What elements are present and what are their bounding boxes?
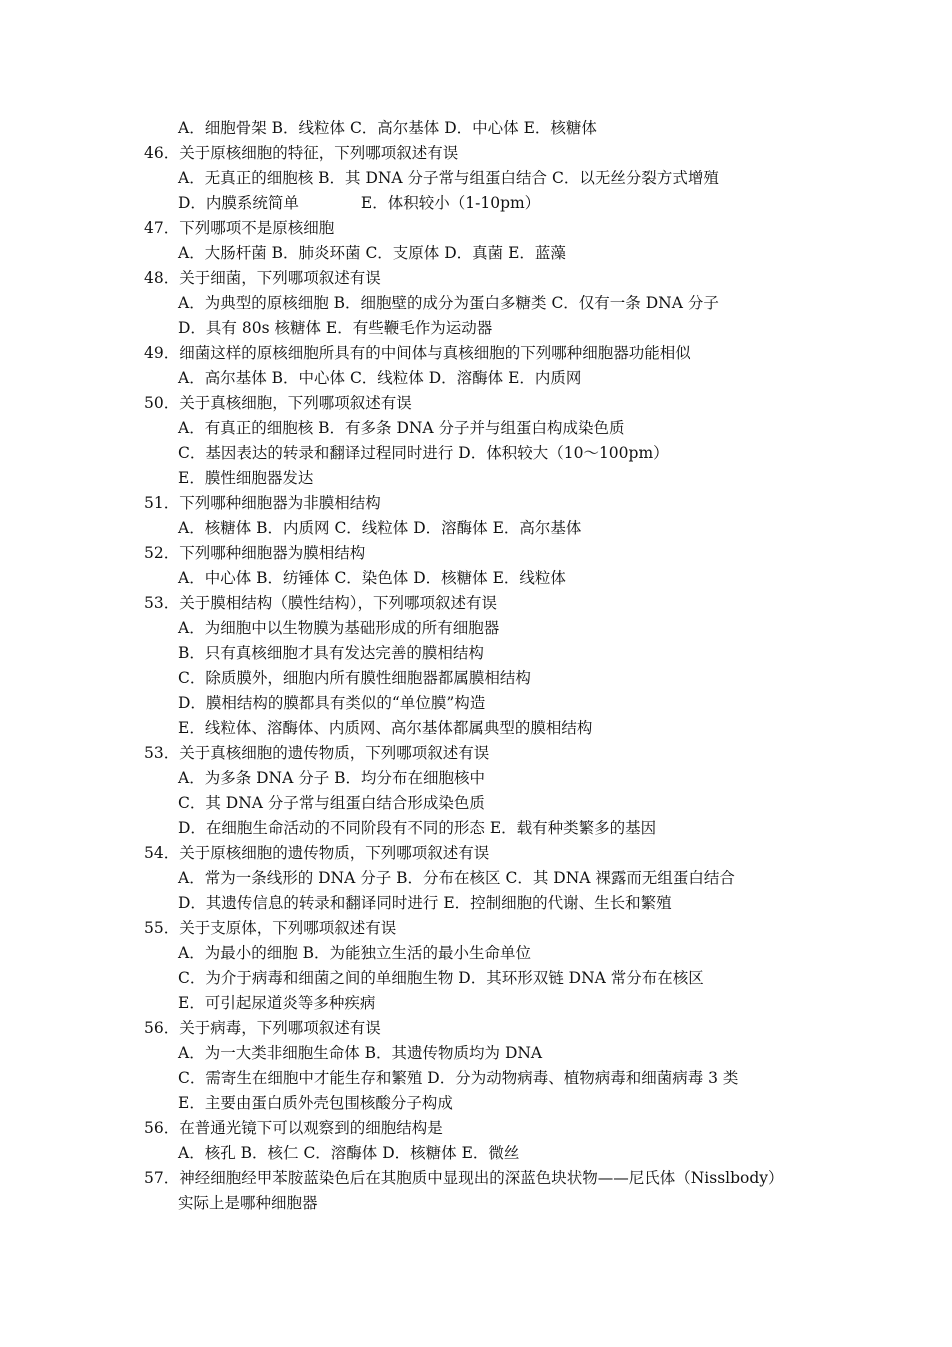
answer-options: D．内膜系统简单 E．体积较小（1-10pm） [178,194,541,212]
question-stem: 53．关于真核细胞的遗传物质，下列哪项叙述有误 [144,744,490,762]
answer-options: C．除质膜外，细胞内所有膜性细胞器都属膜相结构 [178,669,531,687]
answer-options: 实际上是哪种细胞器 [178,1194,318,1212]
answer-options: C．其 DNA 分子常与组蛋白结合形成染色质 [178,794,485,812]
answer-options: A．核孔 B．核仁 C．溶酶体 D．核糖体 E．微丝 [178,1144,520,1162]
question-stem: 48．关于细菌，下列哪项叙述有误 [144,269,381,287]
question-stem: 51．下列哪种细胞器为非膜相结构 [144,494,381,512]
answer-options: E．线粒体、溶酶体、内质网、高尔基体都属典型的膜相结构 [178,719,593,737]
question-stem: 56．在普通光镜下可以观察到的细胞结构是 [144,1119,443,1137]
question-stem: 55．关于支原体，下列哪项叙述有误 [144,919,397,937]
answer-options: D．具有 80s 核糖体 E．有些鞭毛作为运动器 [178,319,493,337]
answer-options: A．细胞骨架 B．线粒体 C．高尔基体 D．中心体 E．核糖体 [178,119,597,137]
answer-options: A．为一大类非细胞生命体 B．其遗传物质均为 DNA [178,1044,543,1062]
answer-options: A．中心体 B．纺锤体 C．染色体 D．核糖体 E．线粒体 [178,569,566,587]
answer-options: C．需寄生在细胞中才能生存和繁殖 D．分为动物病毒、植物病毒和细菌病毒 3 类 [178,1069,739,1087]
answer-options: A．为最小的细胞 B．为能独立生活的最小生命单位 [178,944,532,962]
answer-options: E．主要由蛋白质外壳包围核酸分子构成 [178,1094,453,1112]
answer-options: A．为多条 DNA 分子 B．均分布在细胞核中 [178,769,486,787]
question-list [144,116,844,1216]
question-stem: 47．下列哪项不是原核细胞 [144,219,335,237]
answer-options: A．有真正的细胞核 B．有多条 DNA 分子并与组蛋白构成染色质 [178,419,625,437]
answer-options: D．在细胞生命活动的不同阶段有不同的形态 E．载有种类繁多的基因 [178,819,657,837]
answer-options: D．膜相结构的膜都具有类似的“单位膜”构造 [178,694,486,712]
question-stem: 49．细菌这样的原核细胞所具有的中间体与真核细胞的下列哪种细胞器功能相似 [144,344,691,362]
answer-options: A．核糖体 B．内质网 C．线粒体 D．溶酶体 E．高尔基体 [178,519,582,537]
question-stem: 46．关于原核细胞的特征，下列哪项叙述有误 [144,144,459,162]
answer-options: E．可引起尿道炎等多种疾病 [178,994,376,1012]
answer-options: B．只有真核细胞才具有发达完善的膜相结构 [178,644,484,662]
answer-options: E．膜性细胞器发达 [178,469,314,487]
answer-options: C．为介于病毒和细菌之间的单细胞生物 D．其环形双链 DNA 常分布在核区 [178,969,704,987]
answer-options: A．高尔基体 B．中心体 C．线粒体 D．溶酶体 E．内质网 [178,369,582,387]
question-stem: 52．下列哪种细胞器为膜相结构 [144,544,366,562]
question-stem: 56．关于病毒，下列哪项叙述有误 [144,1019,381,1037]
answer-options: D．其遗传信息的转录和翻译同时进行 E．控制细胞的代谢、生长和繁殖 [178,894,672,912]
question-stem: 54．关于原核细胞的遗传物质，下列哪项叙述有误 [144,844,490,862]
question-stem: 53．关于膜相结构（膜性结构），下列哪项叙述有误 [144,594,497,612]
answer-options: A．常为一条线形的 DNA 分子 B．分布在核区 C．其 DNA 裸露而无组蛋白结合 [178,869,735,887]
answer-options: A．为典型的原核细胞 B．细胞壁的成分为蛋白多糖类 C．仅有一条 DNA 分子 [178,294,719,312]
answer-options: A．无真正的细胞核 B．其 DNA 分子常与组蛋白结合 C．以无丝分裂方式增殖 [178,169,719,187]
question-stem: 57．神经细胞经甲苯胺蓝染色后在其胞质中显现出的深蓝色块状物——尼氏体（Nisslbody） [144,1169,784,1187]
question-stem: 50．关于真核细胞，下列哪项叙述有误 [144,394,412,412]
answer-options: A．为细胞中以生物膜为基础形成的所有细胞器 [178,619,500,637]
answer-options: A．大肠杆菌 B．肺炎环菌 C．支原体 D．真菌 E．蓝藻 [178,244,566,262]
answer-options: C．基因表达的转录和翻译过程同时进行 D．体积较大（10～100pm） [178,444,669,462]
